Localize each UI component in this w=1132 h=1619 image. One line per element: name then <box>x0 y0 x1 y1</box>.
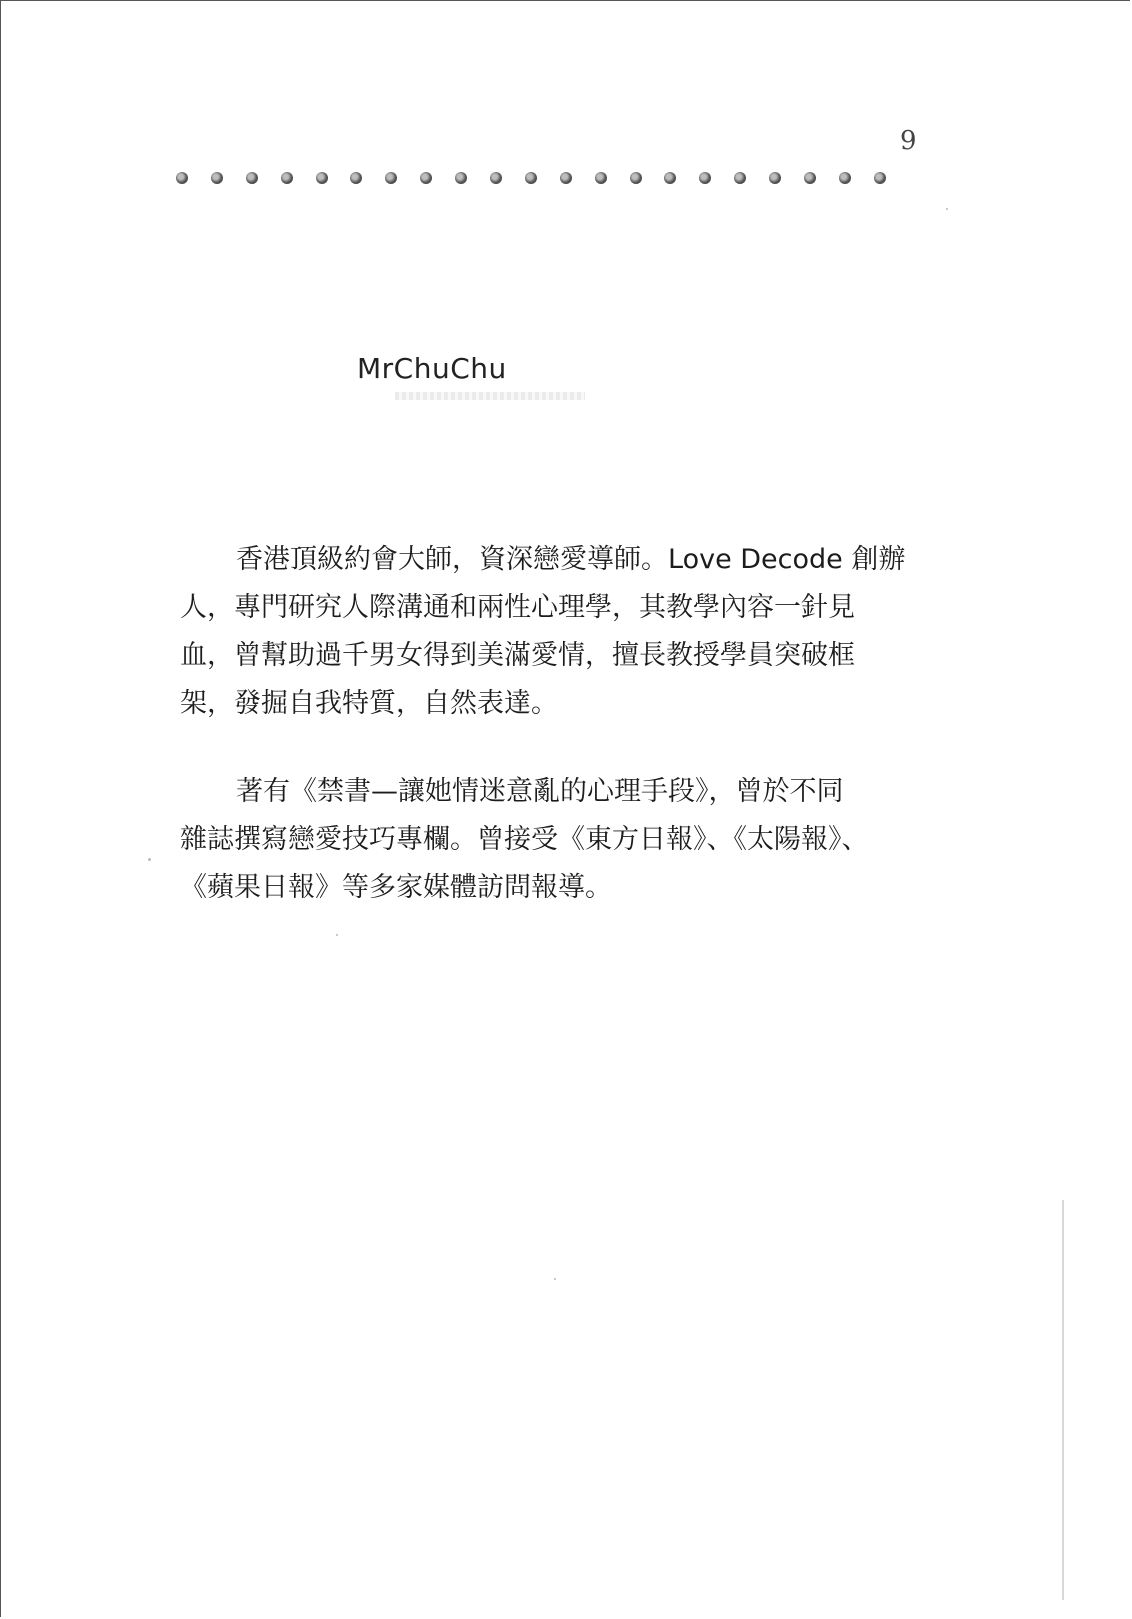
bio-line: 香港頂級約會大師，資深戀愛導師。Love Decode 創辦 <box>236 544 906 575</box>
bio-line: 血，曾幫助過千男女得到美滿愛情，擅長教授學員突破框 <box>180 640 855 671</box>
ornament-dot <box>420 172 432 184</box>
ornament-dot <box>874 172 886 184</box>
ornament-dot <box>525 172 537 184</box>
ornament-dot <box>664 172 676 184</box>
ornament-dot <box>699 172 711 184</box>
ornament-dot <box>804 172 816 184</box>
ornament-dot <box>281 172 293 184</box>
ornament-dot <box>490 172 502 184</box>
bio-paragraph-1 <box>180 536 906 728</box>
bio-line: 《蘋果日報》等多家媒體訪問報導。 <box>180 872 612 903</box>
ornament-dot <box>630 172 642 184</box>
scan-speck <box>336 934 338 936</box>
scan-speck <box>554 1278 556 1280</box>
ornament-dot <box>350 172 362 184</box>
bio-line: 著有《禁書—讓她情迷意亂的心理手段》，曾於不同 <box>236 776 844 807</box>
scan-speck <box>946 208 948 210</box>
bio-line: 雜誌撰寫戀愛技巧專欄。曾接受《東方日報》、《太陽報》、 <box>180 824 869 855</box>
ornament-dot <box>316 172 328 184</box>
ornament-dot <box>385 172 397 184</box>
ornament-dot <box>595 172 607 184</box>
ornament-dot <box>769 172 781 184</box>
author-name: MrChuChu <box>357 352 507 385</box>
ornament-dot <box>734 172 746 184</box>
ornament-dot <box>839 172 851 184</box>
ornament-dot <box>211 172 223 184</box>
ornament-dot <box>176 172 188 184</box>
bio-paragraph-2 <box>180 768 890 912</box>
bio-line: 人，專門研究人際溝通和兩性心理學，其教學內容一針見 <box>180 592 855 623</box>
bio-line: 架，發掘自我特質，自然表達。 <box>180 688 558 719</box>
ornament-dot <box>560 172 572 184</box>
scan-speck <box>148 858 151 861</box>
scan-smudge <box>395 392 585 400</box>
ornament-dot <box>455 172 467 184</box>
ornament-dot-row <box>176 170 886 186</box>
ornament-dot <box>246 172 258 184</box>
page-number: 9 <box>900 126 917 156</box>
scan-edge-line <box>1062 1200 1064 1600</box>
